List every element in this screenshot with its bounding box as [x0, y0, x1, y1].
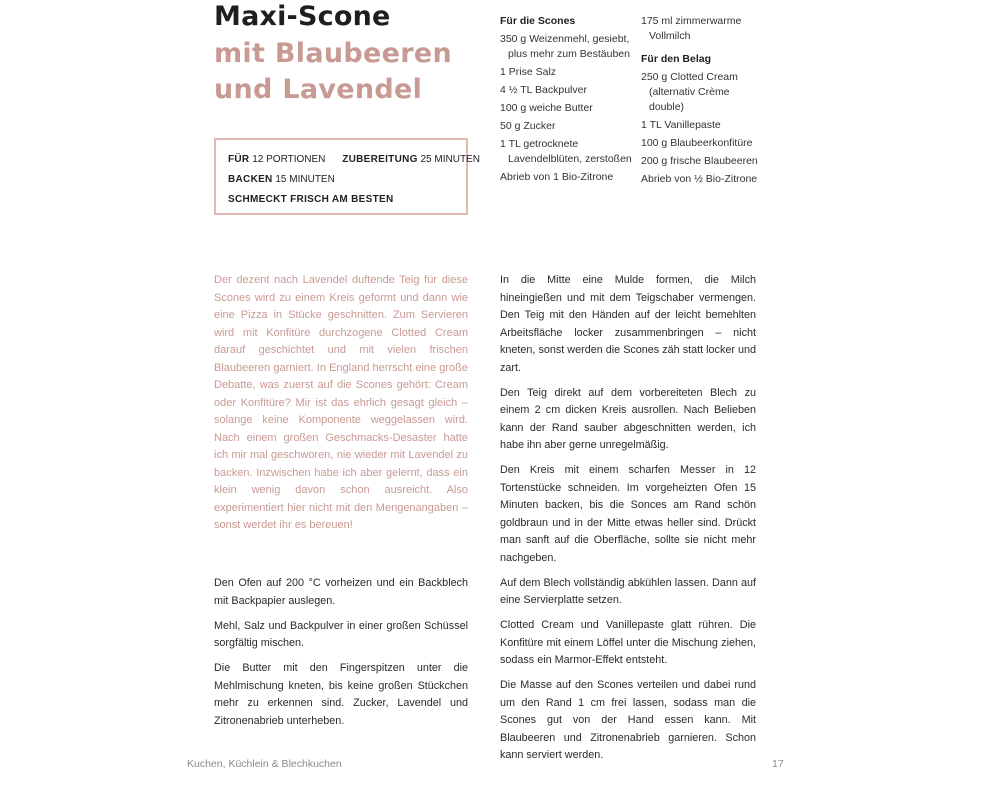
- recipe-subtitle-line-2: und Lavendel: [214, 74, 423, 105]
- recipe-subtitle-line-1: mit Blaubeeren: [214, 38, 452, 69]
- portions-label: FÜR: [228, 154, 250, 165]
- chapter-footer: Kuchen, Küchlein & Blechkuchen: [187, 758, 342, 770]
- instruction-step: Auf dem Blech vollständig abkühlen lassen. Dann auf eine Servierplatte setzen.: [500, 576, 756, 606]
- instruction-step: Die Butter mit den Fingerspitzen unter die Mehlmischung kneten, bis keine großen Stückchen mehr zu erkennen sind. Zucker, Lavendel und Zitronenabrieb unterheben.: [214, 662, 468, 727]
- topping-ingredients-heading: Für den Belag: [641, 53, 712, 65]
- prep-value: 25 MINUTEN: [420, 154, 480, 165]
- ingredient-item: 50 g Zucker: [500, 120, 556, 132]
- ingredient-item: 175 ml zimmerwarme Vollmilch: [641, 15, 742, 42]
- info-row-2: [228, 170, 454, 190]
- recipe-subtitle: [214, 36, 452, 108]
- instruction-step: Den Kreis mit einem scharfen Messer in 12 Tortenstücke schneiden. Im vorgeheizten Ofen 15 Minuten backen, bis die Sonces am Rand schön goldbraun und in der Mitte etwas heller sind. Drückt man sanft auf die Oberfläche, sollte sie nicht mehr nachgeben.: [500, 464, 756, 564]
- prep-time-info: [342, 154, 480, 165]
- ingredient-item: 350 g Weizenmehl, gesiebt, plus mehr zum Bestäuben: [500, 33, 630, 60]
- ingredient-item: 250 g Clotted Cream (alternativ Crème double): [641, 71, 738, 113]
- ingredient-item: Abrieb von ½ Bio-Zitrone: [641, 173, 758, 185]
- bake-value: 15 MINUTEN: [275, 174, 335, 185]
- bake-time-info: [228, 174, 335, 185]
- intro-paragraph: Der dezent nach Lavendel duftende Teig für diese Scones wird zu einem Kreis geformt und dann wie eine Pizza in Stücke geschnitten. Zum Servieren wird mit Konfitüre durchzogene Clotted Cream darauf geschichtet und mit vielen frischen Blaubeeren garniert. In England herrscht eine große Debatte, was zuerst auf die Scones gehört: Cream oder Konfitüre? Mir ist das ehrlich gesagt gleich – solange keine Komponente weggelassen wird. Nach einem großen Geschmacks-Desaster hatte ich mir mal geschworen, nie wieder mit Lavendel zu backen. Inzwischen habe ich aber gelernt, dass ein klein wenig davon schon ausreicht. Also experimentiert hier nicht mit den Mengenangaben – sonst werdet ihr es bereuen!: [214, 274, 468, 531]
- ingredient-item: 1 TL getrocknete Lavendelblüten, zerstoßen: [500, 138, 632, 165]
- portions-info: [228, 154, 325, 165]
- ingredient-item: Abrieb von 1 Bio-Zitrone: [500, 171, 614, 183]
- recipe-title: Maxi-Scone: [214, 1, 391, 32]
- prep-label: ZUBEREITUNG: [342, 154, 418, 165]
- ingredients-column-2: [641, 14, 761, 190]
- ingredients-column-1: [500, 14, 635, 188]
- ingredient-item: 1 Prise Salz: [500, 66, 557, 78]
- bake-label: BACKEN: [228, 174, 273, 185]
- ingredient-item: 1 TL Vanillepaste: [641, 119, 721, 131]
- instruction-step: In die Mitte eine Mulde formen, die Milch hineingießen und mit dem Teigschaber vermengen. Den Teig mit den Händen auf der leicht bemehlten Arbeitsfläche locker zusammenbringen – nicht kneten, sonst werden die Scones zäh statt locker und zart.: [500, 274, 756, 374]
- ingredient-item: 100 g Blaubeerkonfitüre: [641, 137, 753, 149]
- info-row-1: [228, 150, 480, 170]
- instruction-step: Die Masse auf den Scones verteilen und dabei rund um den Rand 1 cm frei lassen, sodass man die Scones gut von der Hand essen kann. Mit Blaubeeren und Zitronenabrieb garnieren. Schon kann serviert werden.: [500, 679, 756, 761]
- ingredient-item: 4 ½ TL Backpulver: [500, 84, 587, 96]
- instructions-column-1: [214, 575, 468, 738]
- instruction-step: Den Ofen auf 200 °C vorheizen und ein Backblech mit Backpapier auslegen.: [214, 577, 468, 607]
- instructions-column-2: [500, 272, 756, 772]
- page-number: 17: [772, 758, 784, 770]
- instruction-step: Den Teig direkt auf dem vorbereiteten Blech zu einem 2 cm dicken Kreis ausrollen. Nach Belieben kann der Rand sauber abgeschnitten werden, ich habe ihn aber gerne unregelmäßig.: [500, 386, 756, 451]
- info-row-3: [228, 190, 454, 210]
- instruction-step: Clotted Cream und Vanillepaste glatt rühren. Die Konfitüre mit einem Löffel unter die Mischung ziehen, sodass ein Marmor-Effekt entsteht.: [500, 619, 756, 666]
- portions-value: 12 PORTIONEN: [252, 154, 326, 165]
- scones-ingredients-heading: Für die Scones: [500, 15, 576, 27]
- instruction-step: Mehl, Salz und Backpulver in einer großen Schüssel sorgfältig mischen.: [214, 619, 468, 649]
- fresh-note: SCHMECKT FRISCH AM BESTEN: [228, 194, 394, 205]
- ingredient-item: 200 g frische Blaubeeren: [641, 155, 758, 167]
- recipe-info-box: [214, 138, 480, 215]
- ingredient-item: 100 g weiche Butter: [500, 102, 593, 114]
